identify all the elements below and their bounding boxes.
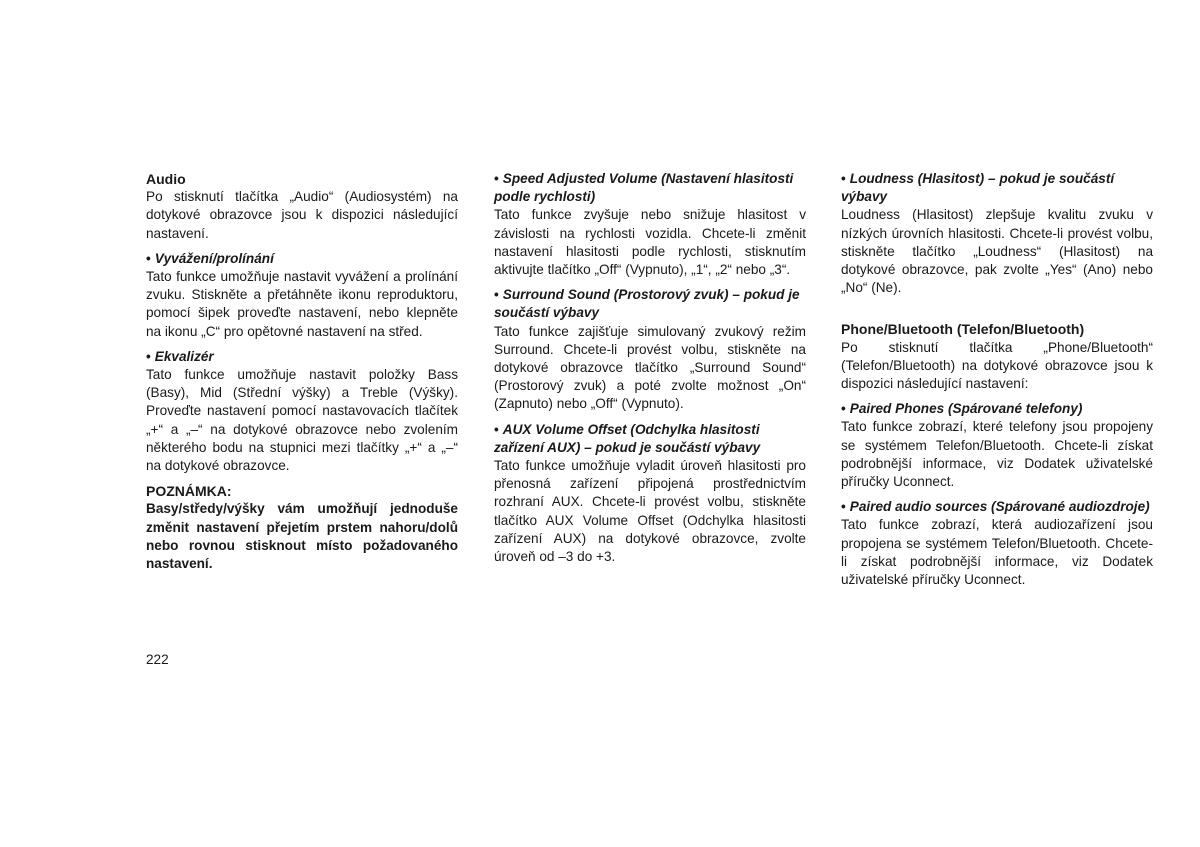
- paired-audio-bullet: • Paired audio sources (Spárované audiozdroje): [841, 499, 1150, 515]
- surround-bullet: • Surround Sound (Prostorový zvuk) – pokud je součástí výbavy: [494, 287, 800, 321]
- section-spacer: [841, 304, 1153, 320]
- column-left: [146, 170, 458, 573]
- paired-audio-text: Tato funkce zobrazí, která audiozařízení jsou propojena se systémem Telefon/Bluetooth. Chcete-li získat podrobnější informace, viz Dodatek uživatelské příručky Uconnect.: [841, 517, 1153, 588]
- audio-heading: Audio: [146, 171, 186, 187]
- bullet-dot-icon: •: [146, 250, 151, 266]
- paired-phones-bullet: • Paired Phones (Spárované telefony): [841, 401, 1083, 417]
- bullet-dot-icon: •: [494, 287, 499, 303]
- surround-text: Tato funkce zajišťuje simulovaný zvukový režim Surround. Chcete-li provést volbu, stiskněte na dotykové obrazovce tlačítko „Surround Sound“ (Prostorový zvuk) a poté zvolte možnost „On“ (Zapnuto) nebo „Off“ (Vypnuto).: [494, 323, 806, 412]
- bullet-dot-icon: •: [841, 171, 846, 186]
- balance-bullet: • Vyvážení/prolínání: [146, 250, 274, 266]
- aux-text: Tato funkce umožňuje vyladit úroveň hlasitosti pro přenosná zařízení připojená prostřednictvím rozhraní AUX. Chcete-li provést volbu, stiskněte tlačítko AUX Volume Offset (Odchylka hlasitosti zařízení AUX) na dotykové obrazovce, zvolte úroveň od –3 do +3.: [494, 458, 806, 565]
- bullet-dot-icon: •: [494, 421, 499, 437]
- phone-heading: Phone/Bluetooth (Telefon/Bluetooth): [841, 321, 1085, 338]
- loudness-bullet: • Loudness (Hlasitost) – pokud je součástí výbavy: [841, 171, 1115, 205]
- loudness-text: Loudness (Hlasitost) zlepšuje kvalitu zvuku v nízkých úrovních hlasitosti. Chcete-li provést volbu, stiskněte tlačítko „Loudness“ (Hlasitost) na dotykové obrazovce, pak zvolte „Yes“ (Ano) nebo „No“ (Ne).: [841, 207, 1153, 296]
- page-number: 222: [146, 652, 169, 667]
- note-heading: POZNÁMKA:: [146, 483, 232, 500]
- aux-bullet: • AUX Volume Offset (Odchylka hlasitosti zařízení AUX) – pokud je součástí výbavy: [494, 421, 761, 455]
- eq-bullet: • Ekvalizér: [146, 348, 214, 364]
- bullet-dot-icon: •: [841, 499, 846, 515]
- column-right: [841, 170, 1153, 596]
- eq-text: Tato funkce umožňuje nastavit položky Bass (Basy), Mid (Střední výšky) a Treble (Výšky). Proveďte nastavení pomocí nastavovacích tlačítek „+“ a „–“ na dotykové obrazovce nebo zvolením některého bodu na stupnici mezi tlačítky „+“ a „–“ na dotykové obrazovce.: [146, 367, 458, 474]
- note-text: Basy/středy/výšky vám umožňují jednoduše změnit nastavení přejetím prstem nahoru/dolů nebo rovnou stisknout místo požadovaného nastavení.: [146, 501, 458, 572]
- balance-text: Tato funkce umožňuje nastavit vyvážení a prolínání zvuku. Stiskněte a přetáhněte ikonu reproduktoru, pomocí šipek proveďte nastavení, nebo klepněte na ikonu „C“ pro opětovné nastavení na střed.: [146, 269, 458, 339]
- paired-phones-text: Tato funkce zobrazí, které telefony jsou propojeny se systémem Telefon/Bluetooth. Chcete-li získat podrobnější informace, viz Dodatek uživatelské příručky Uconnect.: [841, 419, 1153, 490]
- sav-text: Tato funkce zvyšuje nebo snižuje hlasitost v závislosti na rychlosti vozidla. Chcete-li změnit nastavení hlasitosti podle rychlosti, stisknutím aktivujte tlačítko „Off“ (Vypnuto), „1“, „2“ nebo „3“.: [494, 207, 806, 278]
- audio-intro: Po stisknutí tlačítka „Audio“ (Audiosystém) na dotykové obrazovce jsou k dispozici následující nastavení.: [146, 189, 458, 241]
- bullet-dot-icon: •: [841, 401, 846, 417]
- sav-bullet: • Speed Adjusted Volume (Nastavení hlasitosti podle rychlosti): [494, 171, 794, 205]
- column-middle: [494, 170, 806, 573]
- phone-intro: Po stisknutí tlačítka „Phone/Bluetooth“ (Telefon/Bluetooth) na dotykové obrazovce jsou k dispozici následující nastavení:: [841, 339, 1153, 392]
- bullet-dot-icon: •: [494, 171, 499, 186]
- bullet-dot-icon: •: [146, 348, 151, 364]
